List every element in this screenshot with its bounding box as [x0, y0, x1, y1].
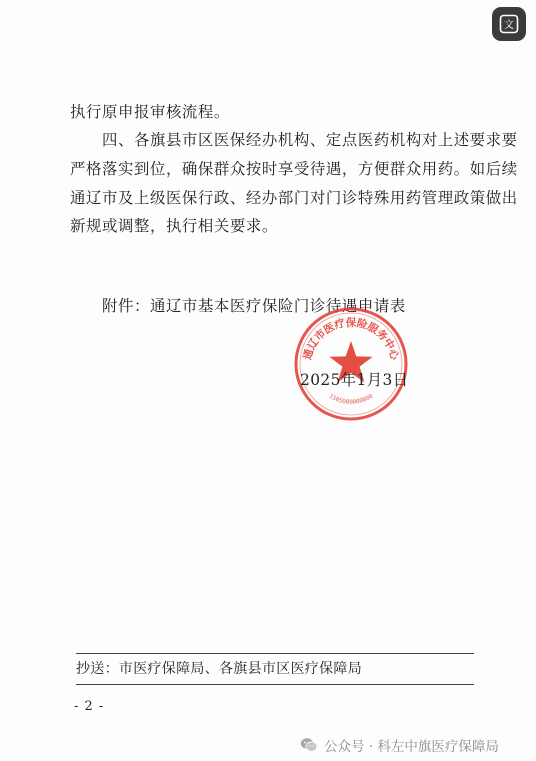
translate-button[interactable]: [492, 7, 526, 41]
body-line-3: 严格落实到位，确保群众按时享受待遇，方便群众用药。如后续: [70, 160, 518, 178]
issue-date: 2025年1月3日: [300, 371, 409, 389]
seal-serial: 1505000000000: [327, 392, 375, 406]
footer-label: 公众号 · 科左中旗医疗保障局: [324, 739, 499, 755]
body-line-2: 四、各旗县市区医保经办机构、定点医药机构对上述要求要: [102, 131, 518, 149]
attachment-line: 附件：通辽市基本医疗保险门诊待遇申请表: [102, 297, 406, 315]
body-line-4: 通辽市及上级医保行政、经办部门对门诊特殊用药管理政策做出: [70, 189, 518, 207]
page-number: - 2 -: [74, 699, 105, 714]
body-line-5: 新规或调整，执行相关要求。: [70, 217, 278, 235]
svg-text:文: 文: [504, 20, 514, 31]
svg-text:1505000000000: [328, 393, 375, 406]
wechat-icon: [300, 737, 318, 753]
body-line-1: 执行原申报审核流程。: [70, 103, 230, 121]
seal-ring-text: 通辽市医疗保险服务中心: [301, 316, 401, 362]
footer-attribution[interactable]: [300, 735, 499, 755]
translate-icon: [499, 14, 519, 34]
official-seal: [292, 305, 410, 423]
cc-line: 抄送：市医疗保障局、各旗县市区医疗保障局: [76, 653, 474, 685]
